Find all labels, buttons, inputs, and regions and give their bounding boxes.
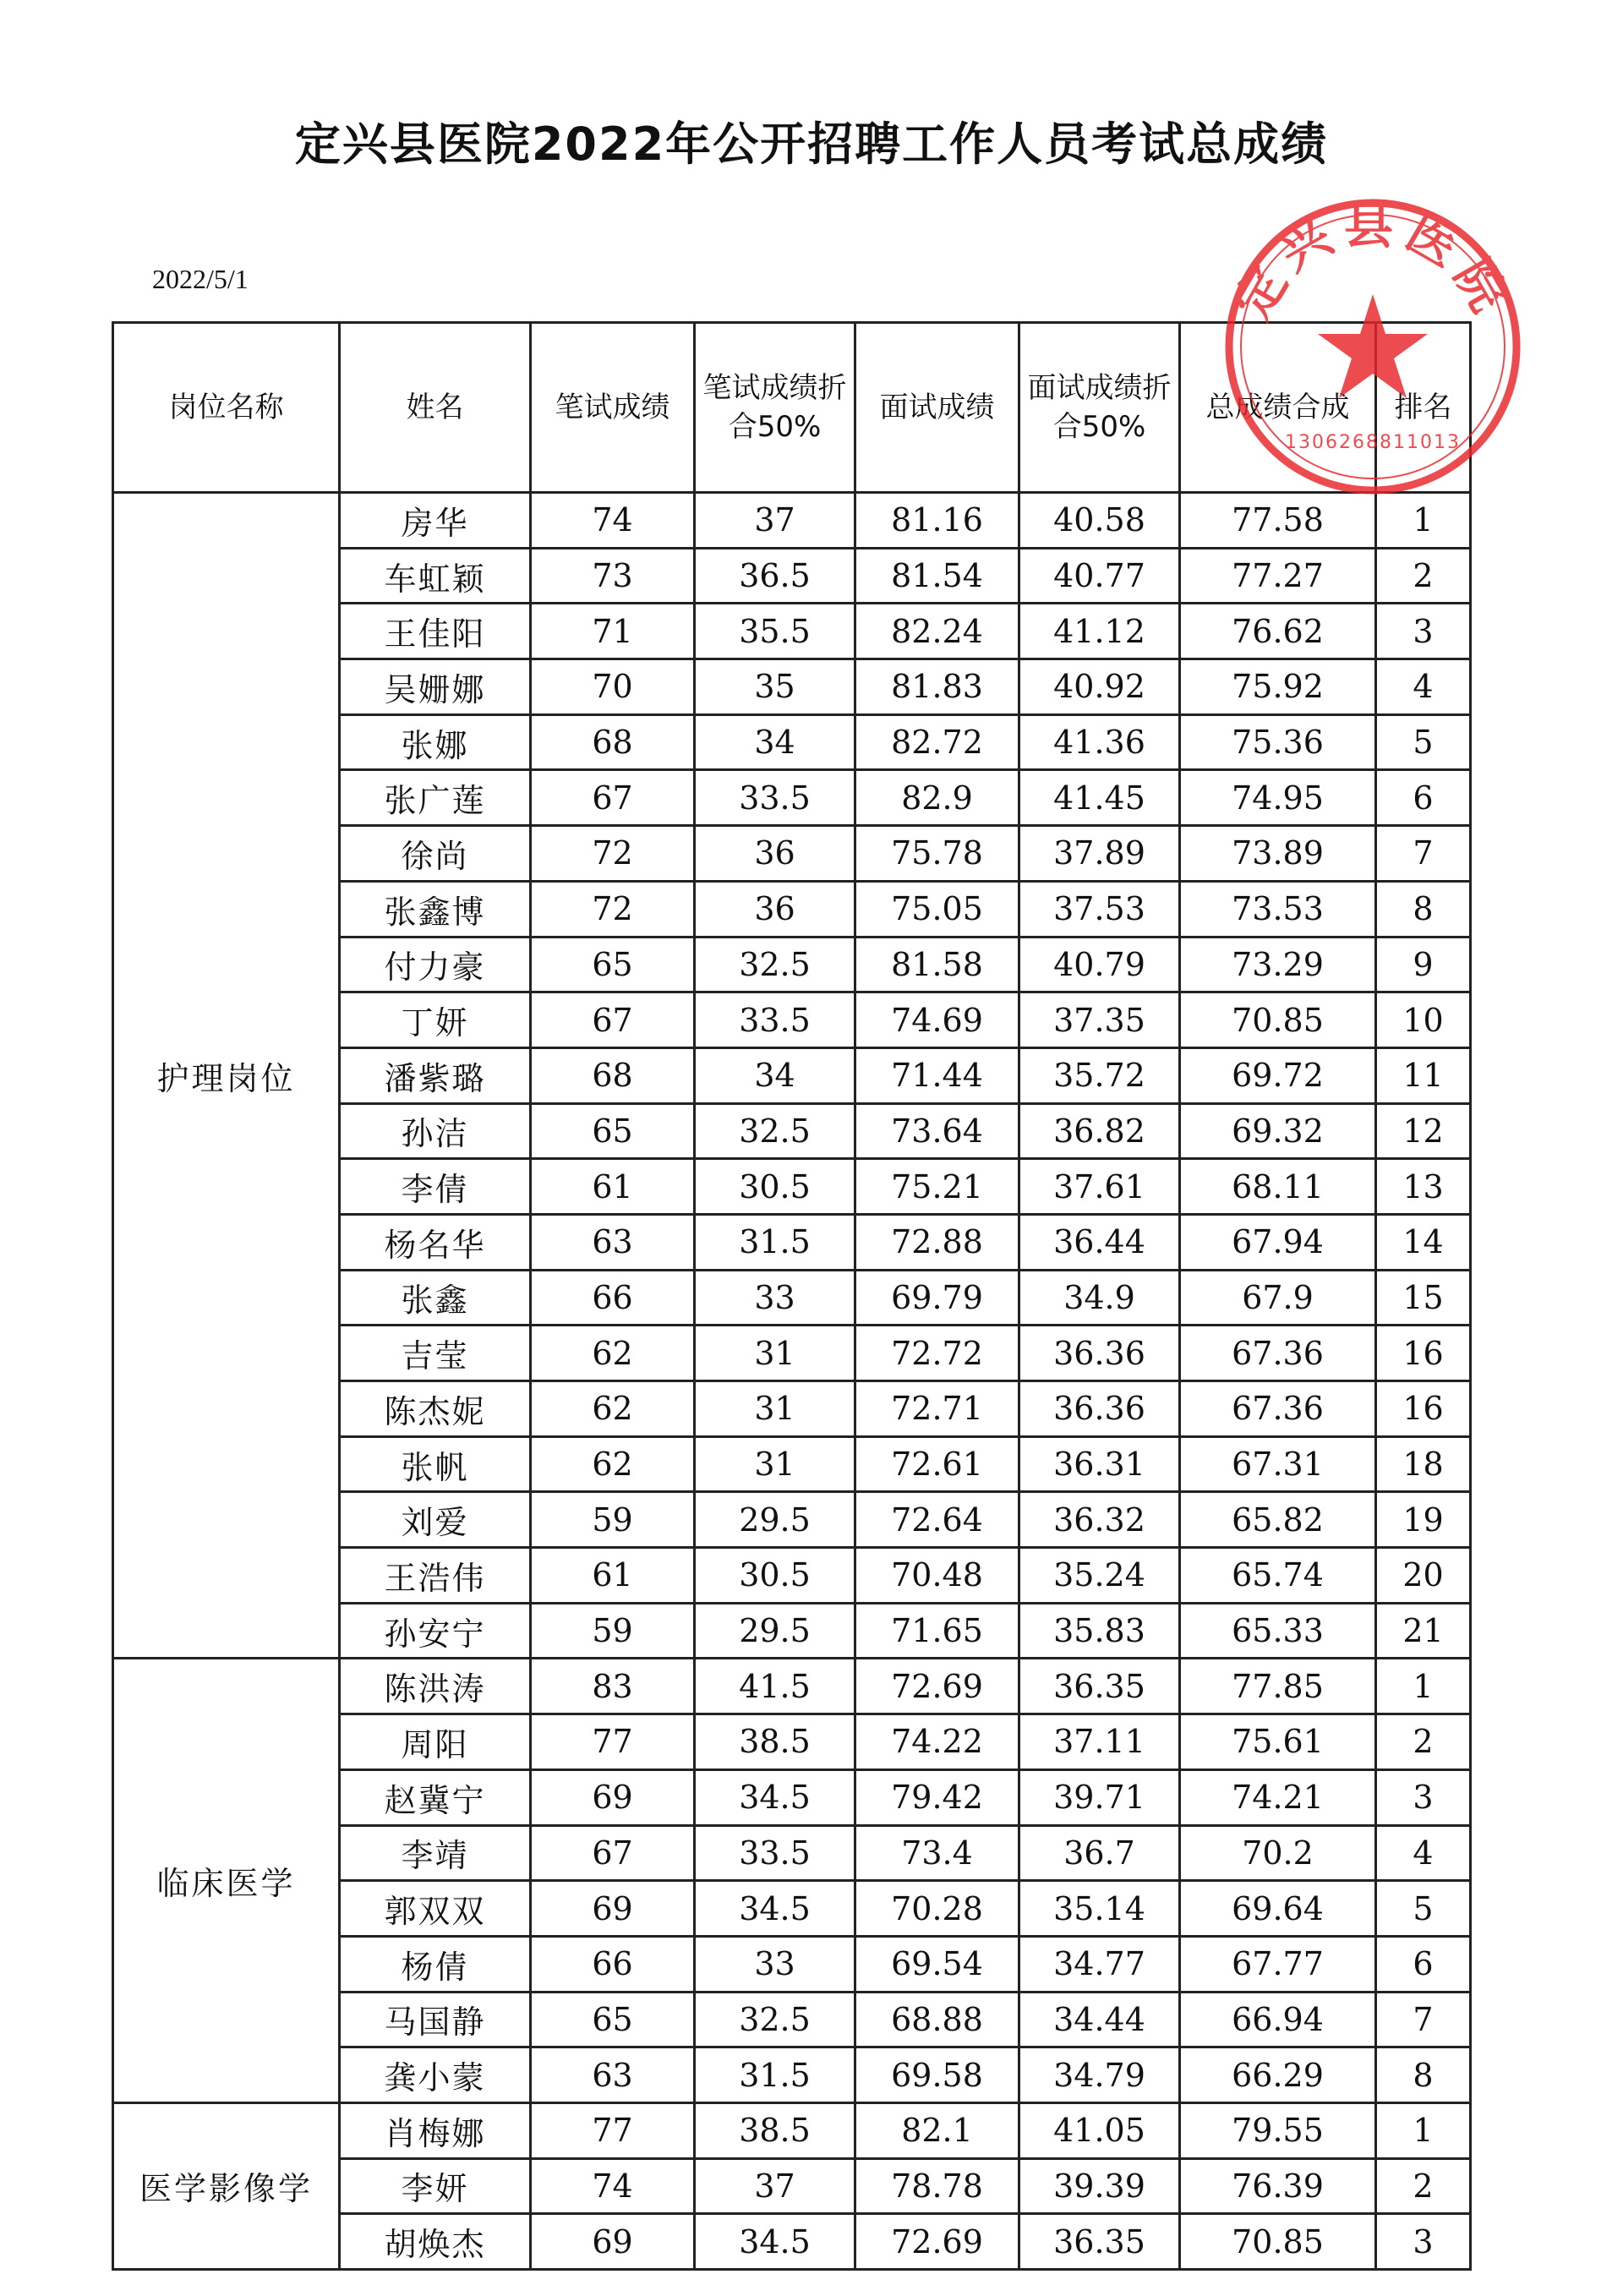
interview-50-cell: 36.35 [1019, 1659, 1180, 1714]
rank-cell: 8 [1376, 2047, 1471, 2103]
written-50-cell: 31.5 [695, 1214, 855, 1270]
written-50-cell: 31 [695, 1436, 855, 1492]
name-cell: 李倩 [340, 1159, 531, 1215]
written-cell: 71 [531, 604, 695, 659]
total-cell: 67.36 [1180, 1381, 1376, 1437]
name-cell: 孙洁 [340, 1103, 531, 1159]
total-cell: 69.64 [1180, 1881, 1376, 1937]
name-cell: 李靖 [340, 1825, 531, 1881]
interview-50-cell: 37.61 [1019, 1159, 1180, 1215]
interview-cell: 75.78 [855, 826, 1019, 882]
rank-cell: 18 [1376, 1436, 1471, 1492]
post-name-cell: 医学影像学 [113, 2102, 340, 2269]
written-50-cell: 30.5 [695, 1159, 855, 1215]
written-50-cell: 31.5 [695, 2047, 855, 2103]
interview-50-cell: 34.79 [1019, 2047, 1180, 2103]
rank-cell: 1 [1376, 2102, 1471, 2158]
header-interview-50: 面试成绩折合50% [1019, 323, 1180, 493]
interview-50-cell: 34.77 [1019, 1936, 1180, 1992]
written-cell: 69 [531, 2214, 695, 2270]
rank-cell: 11 [1376, 1047, 1471, 1103]
total-cell: 67.31 [1180, 1436, 1376, 1492]
rank-cell: 13 [1376, 1159, 1471, 1215]
name-cell: 张帆 [340, 1436, 531, 1492]
written-50-cell: 35.5 [695, 604, 855, 659]
written-cell: 72 [531, 826, 695, 882]
name-cell: 张鑫博 [340, 881, 531, 937]
rank-cell: 20 [1376, 1548, 1471, 1604]
name-cell: 郭双双 [340, 1881, 531, 1937]
interview-cell: 69.79 [855, 1270, 1019, 1326]
table-row [113, 493, 1471, 549]
total-cell: 70.2 [1180, 1825, 1376, 1881]
written-cell: 59 [531, 1603, 695, 1659]
name-cell: 李妍 [340, 2158, 531, 2214]
score-table [112, 321, 1472, 2271]
interview-50-cell: 35.72 [1019, 1047, 1180, 1103]
table-row [113, 1659, 1471, 1714]
written-cell: 73 [531, 548, 695, 604]
interview-cell: 70.48 [855, 1548, 1019, 1604]
total-cell: 66.94 [1180, 1992, 1376, 2047]
name-cell: 杨倩 [340, 1936, 531, 1992]
interview-cell: 72.72 [855, 1326, 1019, 1381]
interview-50-cell: 41.45 [1019, 770, 1180, 826]
interview-50-cell: 36.36 [1019, 1381, 1180, 1437]
written-cell: 66 [531, 1936, 695, 1992]
total-cell: 65.82 [1180, 1492, 1376, 1548]
name-cell: 陈洪涛 [340, 1659, 531, 1714]
interview-50-cell: 37.89 [1019, 826, 1180, 882]
interview-cell: 71.65 [855, 1603, 1019, 1659]
written-50-cell: 34 [695, 714, 855, 770]
written-50-cell: 29.5 [695, 1603, 855, 1659]
written-cell: 61 [531, 1548, 695, 1604]
total-cell: 69.32 [1180, 1103, 1376, 1159]
total-cell: 65.74 [1180, 1548, 1376, 1604]
page-title: 定兴县医院2022年公开招聘工作人员考试总成绩 [294, 118, 1329, 171]
interview-50-cell: 34.44 [1019, 1992, 1180, 2047]
interview-50-cell: 34.9 [1019, 1270, 1180, 1326]
total-cell: 67.36 [1180, 1326, 1376, 1381]
name-cell: 孙安宁 [340, 1603, 531, 1659]
header-name: 姓名 [340, 323, 531, 493]
rank-cell: 9 [1376, 937, 1471, 992]
interview-cell: 78.78 [855, 2158, 1019, 2214]
interview-cell: 73.64 [855, 1103, 1019, 1159]
rank-cell: 2 [1376, 548, 1471, 604]
total-cell: 76.39 [1180, 2158, 1376, 2214]
written-cell: 66 [531, 1270, 695, 1326]
written-50-cell: 34.5 [695, 2214, 855, 2270]
total-cell: 65.33 [1180, 1603, 1376, 1659]
total-cell: 68.11 [1180, 1159, 1376, 1215]
written-cell: 65 [531, 1103, 695, 1159]
rank-cell: 2 [1376, 1714, 1471, 1770]
written-cell: 61 [531, 1159, 695, 1215]
total-cell: 74.21 [1180, 1769, 1376, 1825]
written-cell: 83 [531, 1659, 695, 1714]
name-cell: 王浩伟 [340, 1548, 531, 1604]
interview-cell: 69.58 [855, 2047, 1019, 2103]
written-cell: 74 [531, 2158, 695, 2214]
interview-cell: 70.28 [855, 1881, 1019, 1937]
total-cell: 75.92 [1180, 659, 1376, 715]
written-cell: 62 [531, 1436, 695, 1492]
rank-cell: 3 [1376, 604, 1471, 659]
interview-50-cell: 36.36 [1019, 1326, 1180, 1381]
interview-50-cell: 36.32 [1019, 1492, 1180, 1548]
total-cell: 67.94 [1180, 1214, 1376, 1270]
written-cell: 69 [531, 1881, 695, 1937]
header-total: 总成绩合成 [1180, 323, 1376, 493]
interview-cell: 73.4 [855, 1825, 1019, 1881]
interview-cell: 68.88 [855, 1992, 1019, 2047]
score-table-body [113, 493, 1471, 2270]
rank-cell: 4 [1376, 1825, 1471, 1881]
name-cell: 吴姗娜 [340, 659, 531, 715]
total-cell: 74.95 [1180, 770, 1376, 826]
seal-text: 定兴县医院 [1223, 197, 1522, 329]
name-cell: 胡焕杰 [340, 2214, 531, 2270]
written-50-cell: 34 [695, 1047, 855, 1103]
written-50-cell: 36 [695, 826, 855, 882]
interview-50-cell: 36.7 [1019, 1825, 1180, 1881]
document-date: 2022/5/1 [152, 264, 249, 294]
total-cell: 73.53 [1180, 881, 1376, 937]
rank-cell: 12 [1376, 1103, 1471, 1159]
written-50-cell: 32.5 [695, 1103, 855, 1159]
interview-cell: 81.58 [855, 937, 1019, 992]
interview-cell: 74.69 [855, 992, 1019, 1048]
rank-cell: 15 [1376, 1270, 1471, 1326]
written-50-cell: 29.5 [695, 1492, 855, 1548]
name-cell: 张娜 [340, 714, 531, 770]
written-cell: 59 [531, 1492, 695, 1548]
interview-50-cell: 37.53 [1019, 881, 1180, 937]
total-cell: 79.55 [1180, 2102, 1376, 2158]
name-cell: 刘爱 [340, 1492, 531, 1548]
post-name-cell: 护理岗位 [113, 493, 340, 1659]
written-cell: 67 [531, 1825, 695, 1881]
name-cell: 周阳 [340, 1714, 531, 1770]
interview-50-cell: 35.14 [1019, 1881, 1180, 1937]
seal-code: 1306268811013 [1285, 432, 1461, 453]
total-cell: 69.72 [1180, 1047, 1376, 1103]
rank-cell: 5 [1376, 1881, 1471, 1937]
written-50-cell: 33 [695, 1270, 855, 1326]
rank-cell: 8 [1376, 881, 1471, 937]
name-cell: 车虹颖 [340, 548, 531, 604]
rank-cell: 16 [1376, 1381, 1471, 1437]
name-cell: 龚小蒙 [340, 2047, 531, 2103]
header-interview: 面试成绩 [855, 323, 1019, 493]
written-cell: 68 [531, 1047, 695, 1103]
name-cell: 马国静 [340, 1992, 531, 2047]
written-cell: 70 [531, 659, 695, 715]
name-cell: 陈杰妮 [340, 1381, 531, 1437]
written-50-cell: 33.5 [695, 770, 855, 826]
interview-50-cell: 40.58 [1019, 493, 1180, 549]
written-50-cell: 37 [695, 2158, 855, 2214]
interview-cell: 82.9 [855, 770, 1019, 826]
interview-cell: 72.71 [855, 1381, 1019, 1437]
name-cell: 赵冀宁 [340, 1769, 531, 1825]
rank-cell: 7 [1376, 826, 1471, 882]
interview-50-cell: 39.39 [1019, 2158, 1180, 2214]
interview-50-cell: 36.35 [1019, 2214, 1180, 2270]
interview-cell: 75.05 [855, 881, 1019, 937]
interview-50-cell: 37.35 [1019, 992, 1180, 1048]
rank-cell: 6 [1376, 1936, 1471, 1992]
table-row [113, 2102, 1471, 2158]
interview-50-cell: 40.79 [1019, 937, 1180, 992]
written-50-cell: 37 [695, 493, 855, 549]
written-cell: 63 [531, 2047, 695, 2103]
written-50-cell: 33.5 [695, 1825, 855, 1881]
rank-cell: 10 [1376, 992, 1471, 1048]
rank-cell: 14 [1376, 1214, 1471, 1270]
rank-cell: 3 [1376, 1769, 1471, 1825]
interview-cell: 74.22 [855, 1714, 1019, 1770]
written-cell: 68 [531, 714, 695, 770]
interview-50-cell: 40.77 [1019, 548, 1180, 604]
written-50-cell: 33.5 [695, 992, 855, 1048]
written-50-cell: 34.5 [695, 1769, 855, 1825]
rank-cell: 19 [1376, 1492, 1471, 1548]
written-50-cell: 38.5 [695, 2102, 855, 2158]
written-cell: 74 [531, 493, 695, 549]
written-cell: 69 [531, 1769, 695, 1825]
header-post: 岗位名称 [113, 323, 340, 493]
interview-cell: 71.44 [855, 1047, 1019, 1103]
rank-cell: 1 [1376, 1659, 1471, 1714]
interview-cell: 75.21 [855, 1159, 1019, 1215]
header-written-50: 笔试成绩折合50% [695, 323, 855, 493]
name-cell: 付力豪 [340, 937, 531, 992]
written-cell: 63 [531, 1214, 695, 1270]
written-50-cell: 36 [695, 881, 855, 937]
name-cell: 丁妍 [340, 992, 531, 1048]
interview-50-cell: 41.36 [1019, 714, 1180, 770]
interview-cell: 72.64 [855, 1492, 1019, 1548]
total-cell: 67.77 [1180, 1936, 1376, 1992]
seal-star-icon [1318, 294, 1428, 398]
interview-cell: 72.61 [855, 1436, 1019, 1492]
total-cell: 70.85 [1180, 2214, 1376, 2270]
interview-cell: 79.42 [855, 1769, 1019, 1825]
written-cell: 65 [531, 937, 695, 992]
interview-cell: 82.1 [855, 2102, 1019, 2158]
interview-cell: 81.16 [855, 493, 1019, 549]
name-cell: 房华 [340, 493, 531, 549]
name-cell: 吉莹 [340, 1326, 531, 1381]
written-cell: 77 [531, 2102, 695, 2158]
header-rank: 排名 [1376, 323, 1471, 493]
interview-50-cell: 36.82 [1019, 1103, 1180, 1159]
rank-cell: 5 [1376, 714, 1471, 770]
interview-50-cell: 39.71 [1019, 1769, 1180, 1825]
interview-50-cell: 40.92 [1019, 659, 1180, 715]
written-cell: 77 [531, 1714, 695, 1770]
rank-cell: 16 [1376, 1326, 1471, 1381]
name-cell: 徐尚 [340, 826, 531, 882]
name-cell: 王佳阳 [340, 604, 531, 659]
written-50-cell: 41.5 [695, 1659, 855, 1714]
written-50-cell: 33 [695, 1936, 855, 1992]
rank-cell: 7 [1376, 1992, 1471, 2047]
name-cell: 杨名华 [340, 1214, 531, 1270]
written-cell: 65 [531, 1992, 695, 2047]
name-cell: 潘紫璐 [340, 1047, 531, 1103]
interview-50-cell: 41.12 [1019, 604, 1180, 659]
written-50-cell: 35 [695, 659, 855, 715]
written-cell: 67 [531, 770, 695, 826]
interview-50-cell: 37.11 [1019, 1714, 1180, 1770]
interview-50-cell: 35.24 [1019, 1548, 1180, 1604]
interview-cell: 81.83 [855, 659, 1019, 715]
total-cell: 77.27 [1180, 548, 1376, 604]
rank-cell: 1 [1376, 493, 1471, 549]
header-written: 笔试成绩 [531, 323, 695, 493]
written-50-cell: 36.5 [695, 548, 855, 604]
interview-cell: 72.69 [855, 1659, 1019, 1714]
name-cell: 肖梅娜 [340, 2102, 531, 2158]
written-cell: 62 [531, 1326, 695, 1381]
written-50-cell: 30.5 [695, 1548, 855, 1604]
name-cell: 张鑫 [340, 1270, 531, 1326]
official-seal-stamp [1221, 194, 1525, 499]
written-cell: 62 [531, 1381, 695, 1437]
rank-cell: 3 [1376, 2214, 1471, 2270]
rank-cell: 21 [1376, 1603, 1471, 1659]
total-cell: 77.85 [1180, 1659, 1376, 1714]
rank-cell: 4 [1376, 659, 1471, 715]
interview-50-cell: 36.31 [1019, 1436, 1180, 1492]
written-50-cell: 31 [695, 1326, 855, 1381]
written-50-cell: 31 [695, 1381, 855, 1437]
total-cell: 70.85 [1180, 992, 1376, 1048]
interview-50-cell: 41.05 [1019, 2102, 1180, 2158]
written-cell: 72 [531, 881, 695, 937]
rank-cell: 2 [1376, 2158, 1471, 2214]
total-cell: 73.89 [1180, 826, 1376, 882]
total-cell: 75.61 [1180, 1714, 1376, 1770]
written-50-cell: 38.5 [695, 1714, 855, 1770]
written-50-cell: 32.5 [695, 1992, 855, 2047]
written-cell: 67 [531, 992, 695, 1048]
written-50-cell: 34.5 [695, 1881, 855, 1937]
total-cell: 66.29 [1180, 2047, 1376, 2103]
interview-cell: 82.24 [855, 604, 1019, 659]
rank-cell: 6 [1376, 770, 1471, 826]
interview-cell: 72.88 [855, 1214, 1019, 1270]
total-cell: 77.58 [1180, 493, 1376, 549]
total-cell: 67.9 [1180, 1270, 1376, 1326]
interview-cell: 81.54 [855, 548, 1019, 604]
interview-50-cell: 36.44 [1019, 1214, 1180, 1270]
written-50-cell: 32.5 [695, 937, 855, 992]
post-name-cell: 临床医学 [113, 1659, 340, 2103]
interview-cell: 69.54 [855, 1936, 1019, 1992]
total-cell: 73.29 [1180, 937, 1376, 992]
total-cell: 76.62 [1180, 604, 1376, 659]
interview-50-cell: 35.83 [1019, 1603, 1180, 1659]
interview-cell: 72.69 [855, 2214, 1019, 2270]
total-cell: 75.36 [1180, 714, 1376, 770]
name-cell: 张广莲 [340, 770, 531, 826]
interview-cell: 82.72 [855, 714, 1019, 770]
